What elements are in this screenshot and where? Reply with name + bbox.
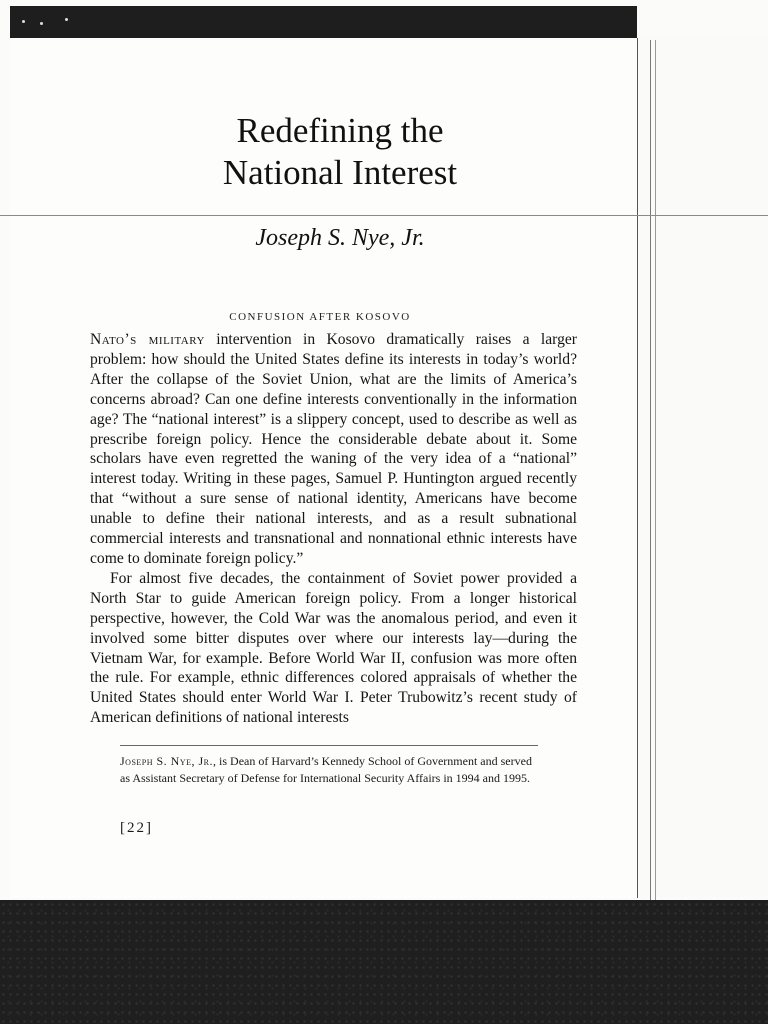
article-title — [120, 110, 560, 194]
scan-speck — [22, 20, 25, 23]
page-edge-line — [655, 40, 656, 900]
paragraph-1-text: intervention in Kosovo dramatically raises a larger problem: how should the United States define its interests in today’s world? After the collapse of the Soviet Union, what are the limits of America’s concerns abroad? Can one define interests conventionally in the information age? The “national interest” is a slippery concept, used to describe as well as prescribe foreign policy. Hence the considerable debate about it. Some scholars have even regretted the waning of the very idea of a “national” interest today. Writing in these pages, Samuel P. Huntington argued recently that “without a sure sense of national identity, Americans have become unable to define their national interests, and as a result subnational commercial interests and transnational and nonnational ethnic interests have come to dominate foreign policy.” — [90, 331, 577, 567]
author-footnote — [120, 753, 540, 787]
paragraph-1-lead: Nato’s military — [90, 331, 205, 348]
footnote-divider — [120, 745, 538, 746]
author-byline: Joseph S. Nye, Jr. — [255, 225, 425, 251]
scan-right-margin — [640, 38, 768, 898]
paragraph-2: For almost five decades, the containment of Soviet power provided a North Star to guide American foreign policy. From a longer historical perspective, however, the Cold War was the anomalous period, and even it involved some bitter disputes over where our interests lay—during the Vietnam War, for example. Before World War II, confusion was more often the rule. For example, ethnic differences colored appraisals of whether the United States should enter World War I. Peter Trubowitz’s recent study of American definitions of national interests — [90, 569, 577, 727]
article-body — [90, 330, 577, 728]
scan-speck — [40, 22, 43, 25]
page-edge-line — [650, 40, 651, 900]
section-heading: CONFUSION AFTER KOSOVO — [229, 311, 411, 323]
scan-top-border — [10, 6, 637, 38]
page-number: [22] — [120, 820, 153, 836]
scan-speck — [65, 18, 68, 21]
title-divider — [0, 215, 768, 216]
paragraph-1 — [90, 330, 577, 569]
footnote-author-name: Joseph S. Nye, Jr. — [120, 754, 214, 768]
footnote-text: , is Dean of Harvard’s Kennedy School of Government and served as Assistant Secretary of Defense for International Security Affairs in 1994 and 1995. — [120, 754, 532, 785]
title-line-2: National Interest — [222, 153, 458, 192]
title-line-1: Redefining the — [236, 111, 444, 150]
scan-bottom-border — [0, 900, 768, 1024]
